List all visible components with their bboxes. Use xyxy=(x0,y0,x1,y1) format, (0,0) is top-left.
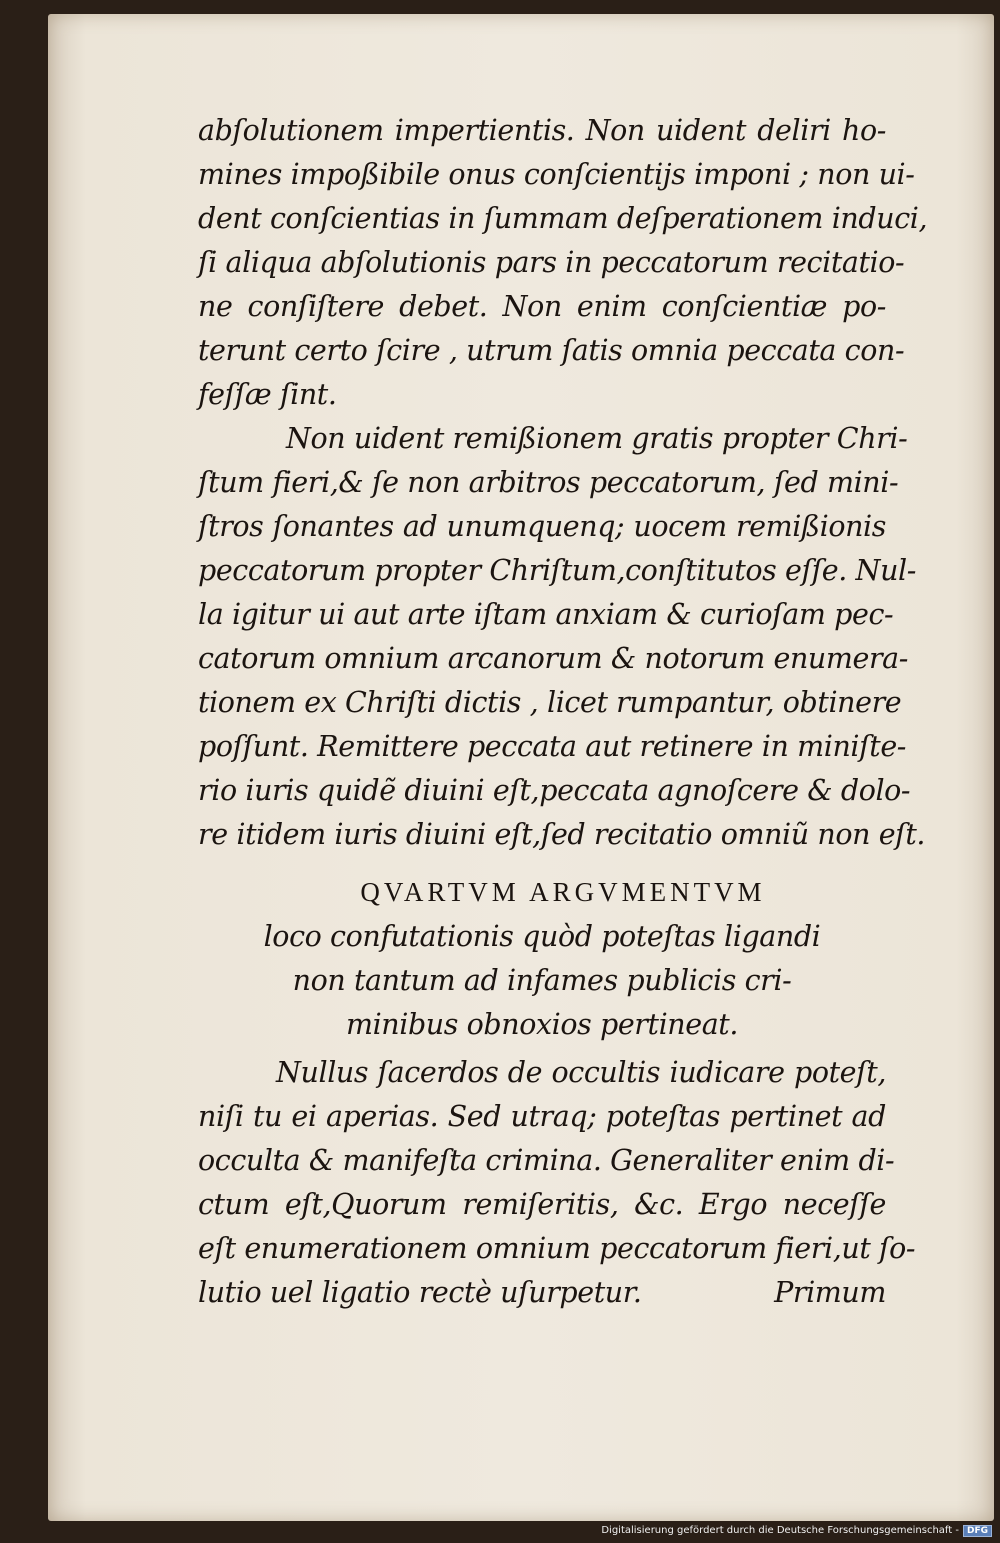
text-line: feſſæ ſint. xyxy=(198,378,337,411)
catchword: Primum xyxy=(774,1276,886,1309)
text-line: ctum eſt,Quorum remiſeritis, &c. Ergo neceſſe xyxy=(198,1188,886,1221)
heading-title: QVARTVM ARGVMENTVM xyxy=(360,877,766,907)
text-line: terunt certo ſcire , utrum ſatis omnia peccata con- xyxy=(198,334,905,367)
text-line: ſtum fieri,& ſe non arbitros peccatorum, ſed mini- xyxy=(198,466,899,499)
text-line: abſolutionem impertientis. Non uident deliri ho- xyxy=(198,114,886,147)
text-line: dent conſcientias in ſummam deſperationem induci, xyxy=(198,202,928,235)
text-line: ne conſiſtere debet. Non enim conſcientiæ po- xyxy=(198,290,886,323)
text-line: mines impoßibile onus conſcientijs imponi ; non ui- xyxy=(198,158,915,191)
text-line: catorum omnium arcanorum & notorum enumera- xyxy=(198,642,908,675)
text-line: Nullus ſacerdos de occultis iudicare poteſt, xyxy=(276,1056,886,1089)
text-line: la igitur ui aut arte iſtam anxiam & curioſam pec- xyxy=(198,598,894,631)
heading-line: loco confutationis quòd poteſtas ligandi xyxy=(263,920,821,953)
digitization-credit xyxy=(601,1525,992,1537)
text-line: ſi aliqua abſolutionis pars in peccatorum recitatio- xyxy=(198,246,905,279)
text-line: peccatorum propter Chriſtum,conſtitutos eſſe. Nul- xyxy=(198,554,916,587)
text-line: rio iuris quidẽ diuini eſt,peccata agnoſcere & dolo- xyxy=(198,774,911,807)
text-line: occulta & manifeſta crimina. Generaliter enim di- xyxy=(198,1144,895,1177)
text-line: ſtros ſonantes ad unumquenq; uocem remißionis xyxy=(198,510,886,543)
text-line: eſt enumerationem omnium peccatorum fieri,ut ſo- xyxy=(198,1232,916,1265)
text-line: niſi tu ei aperias. Sed utraq; poteſtas pertinet ad xyxy=(198,1100,886,1133)
dfg-logo: DFG xyxy=(963,1525,992,1537)
text-line: Non uident remißionem gratis propter Chri- xyxy=(286,422,908,455)
text-line: tionem ex Chriſti dictis , licet rumpantur, obtinere xyxy=(198,686,902,719)
text-line: poſſunt. Remittere peccata aut retinere in miniſte- xyxy=(198,730,907,763)
heading-line: non tantum ad infames publicis cri- xyxy=(292,964,792,997)
credit-text: Digitalisierung gefördert durch die Deutsche Forschungsgemeinschaft - xyxy=(601,1525,959,1536)
text-line: lutio uel ligatio rectè uſurpetur. xyxy=(198,1276,642,1309)
text-line: re itidem iuris diuini eſt,ſed recitatio omniũ non eſt. xyxy=(198,818,926,851)
heading-line: minibus obnoxios pertineat. xyxy=(345,1008,739,1041)
